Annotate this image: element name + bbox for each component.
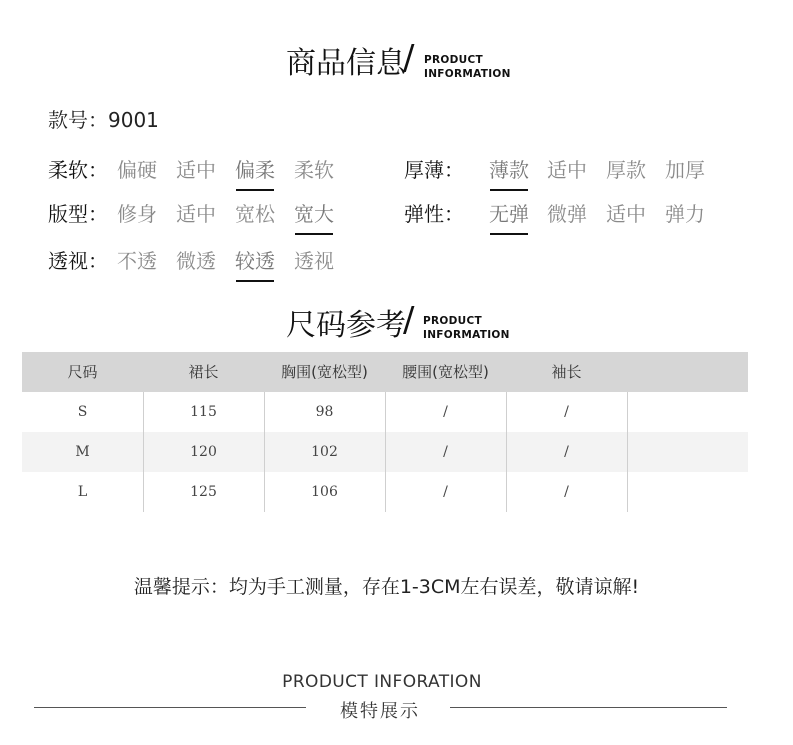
footer-english-title: PRODUCT INFORATION	[282, 672, 482, 692]
fit-option-selected: 宽大	[294, 198, 334, 227]
measurement-tip: 温馨提示：均为手工测量，存在1-3CM左右误差，敬请谅解!	[133, 576, 640, 598]
elasticity-option: 弹力	[665, 202, 705, 226]
transparency-option: 透视	[294, 249, 334, 273]
size-section-title: 尺码参考	[286, 308, 406, 343]
header-bust: 胸围(宽松型)	[281, 363, 368, 381]
info-subtitle-line1: PRODUCT	[424, 54, 483, 66]
cell-bust: 102	[311, 444, 338, 460]
info-subtitle-line2: INFORMATION	[424, 68, 511, 80]
cell-waist: /	[443, 484, 448, 500]
softness-option-selected: 偏柔	[235, 154, 275, 183]
info-section-subtitle	[424, 53, 511, 81]
softness-option: 适中	[176, 158, 216, 182]
elasticity-option: 微弹	[547, 202, 587, 226]
elasticity-option: 适中	[606, 202, 646, 226]
cell-bust: 98	[315, 404, 334, 420]
size-subtitle-line2: INFORMATION	[423, 329, 510, 341]
thickness-option-selected: 薄款	[489, 154, 529, 183]
table-divider	[506, 392, 507, 512]
cell-bust: 106	[311, 484, 338, 500]
header-sleeve: 袖长	[551, 363, 582, 381]
header-length: 裙长	[188, 363, 219, 381]
fit-option: 适中	[176, 202, 216, 226]
table-divider	[143, 392, 144, 512]
fit-option: 修身	[117, 202, 157, 226]
transparency-option: 微透	[176, 249, 216, 273]
table-divider	[264, 392, 265, 512]
info-section-slash: /	[403, 38, 415, 78]
cell-waist: /	[443, 444, 448, 460]
cell-length: 125	[190, 484, 217, 500]
fit-option: 宽松	[235, 202, 275, 226]
softness-label: 柔软：	[48, 158, 108, 182]
header-size: 尺码	[67, 363, 98, 381]
cell-sleeve: /	[564, 444, 569, 460]
cell-length: 115	[190, 404, 217, 420]
cell-sleeve: /	[564, 484, 569, 500]
cell-size: M	[75, 444, 90, 460]
table-divider	[627, 392, 628, 512]
size-table-header	[22, 352, 748, 392]
size-subtitle-line1: PRODUCT	[423, 315, 482, 327]
transparency-option: 不透	[117, 249, 157, 273]
cell-sleeve: /	[564, 404, 569, 420]
thickness-option: 适中	[547, 158, 587, 182]
cell-length: 120	[190, 444, 217, 460]
softness-option: 偏硬	[117, 158, 157, 182]
softness-option: 柔软	[294, 158, 334, 182]
size-section-slash: /	[403, 300, 415, 340]
elasticity-option-selected: 无弹	[489, 198, 529, 227]
thickness-label: 厚薄：	[404, 158, 464, 182]
cell-size: L	[77, 484, 88, 500]
elasticity-label: 弹性：	[404, 202, 464, 226]
footer-divider-right	[450, 707, 727, 708]
transparency-label: 透视：	[48, 249, 108, 273]
thickness-option: 加厚	[665, 158, 705, 182]
table-divider	[385, 392, 386, 512]
thickness-option: 厚款	[606, 158, 646, 182]
transparency-option-selected: 较透	[235, 245, 275, 274]
header-waist: 腰围(宽松型)	[402, 363, 489, 381]
footer-chinese-title: 模特展示	[340, 701, 420, 722]
info-section-title: 商品信息	[286, 46, 406, 81]
cell-waist: /	[443, 404, 448, 420]
size-section-subtitle	[423, 314, 510, 342]
cell-size: S	[77, 404, 88, 420]
fit-label: 版型：	[48, 202, 108, 226]
product-code: 款号：9001	[48, 108, 159, 132]
